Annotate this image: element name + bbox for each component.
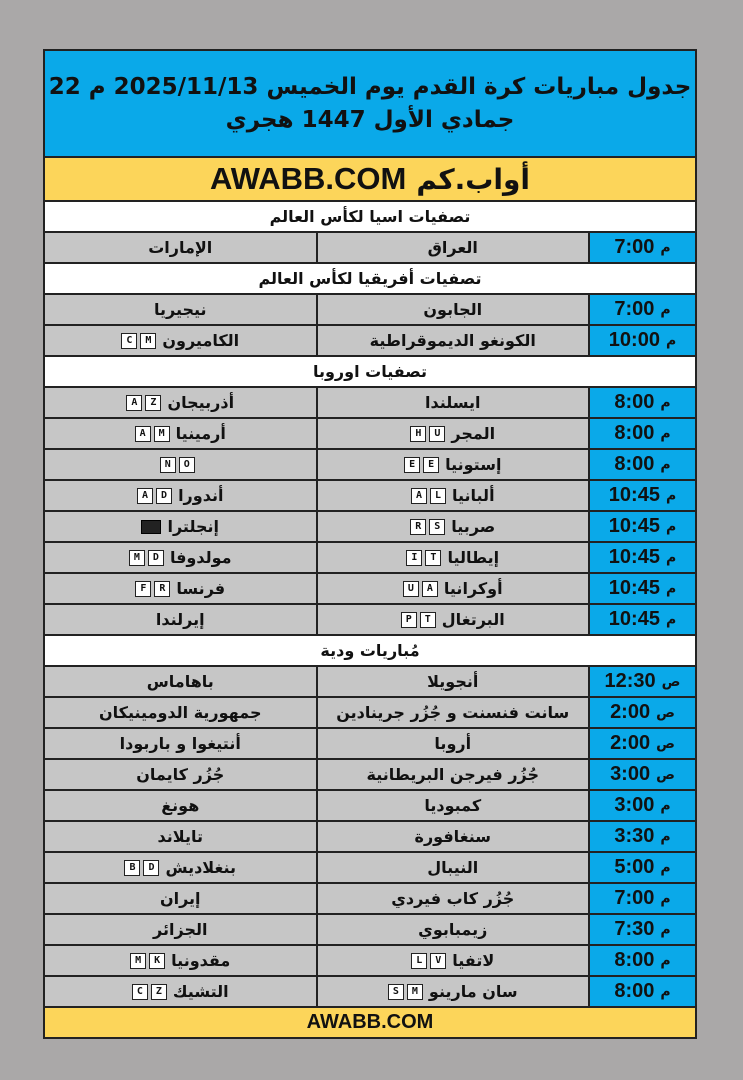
- flag-letter: H: [410, 426, 426, 442]
- flag-icon: [388, 984, 423, 1000]
- time-period: م: [660, 921, 671, 938]
- flag-icon: [137, 488, 172, 504]
- match-row: [45, 946, 695, 977]
- match-time: [588, 667, 695, 696]
- home-team: [316, 760, 589, 789]
- flag-icon: [410, 519, 445, 535]
- time-period: م: [660, 859, 671, 876]
- match-row: [45, 574, 695, 605]
- match-time: [588, 481, 695, 510]
- time-period: م: [665, 332, 677, 349]
- match-time: [588, 233, 695, 262]
- match-row: [45, 233, 695, 264]
- home-team: [316, 512, 589, 541]
- home-team: [316, 574, 589, 603]
- home-team-name: إيطاليا: [447, 548, 500, 567]
- home-team-name: سانت فنسنت و جُزُر جرينادين: [336, 703, 570, 722]
- header-hijri-date: جمادي الأول 1447 هجري: [225, 106, 515, 133]
- time-value: 10:45: [608, 546, 660, 568]
- flag-letter: A: [422, 581, 438, 597]
- home-team: [316, 481, 589, 510]
- flag-letter: E: [423, 457, 439, 473]
- schedule-sheet: [43, 49, 697, 1039]
- flag-icon: [401, 612, 436, 628]
- away-team: [45, 574, 316, 603]
- home-team-name: البرتغال: [441, 610, 505, 629]
- away-team-name: إيرلندا: [155, 610, 205, 629]
- schedule-header: [45, 51, 695, 158]
- flag-icon: [406, 550, 441, 566]
- flag-letter: E: [404, 457, 420, 473]
- flag-letter: A: [411, 488, 427, 504]
- time-period: م: [660, 425, 671, 442]
- match-row: [45, 419, 695, 450]
- home-team-name: النيبال: [427, 858, 479, 877]
- match-row: [45, 667, 695, 698]
- match-time: [588, 760, 695, 789]
- match-time: [588, 822, 695, 851]
- match-row: [45, 760, 695, 791]
- flag-icon: [135, 581, 170, 597]
- time-period: م: [660, 952, 671, 969]
- flag-letter: C: [132, 984, 148, 1000]
- flag-letter: N: [160, 457, 176, 473]
- site-banner: [45, 158, 695, 202]
- time-value: 7:00: [614, 887, 655, 909]
- home-team-name: أنجويلا: [427, 672, 479, 691]
- flag-letter: T: [420, 612, 436, 628]
- home-team: [316, 419, 589, 448]
- match-row: [45, 853, 695, 884]
- away-team: [45, 481, 316, 510]
- away-team: [45, 605, 316, 634]
- match-row: [45, 450, 695, 481]
- time-period: م: [660, 394, 671, 411]
- time-value: 8:00: [614, 453, 655, 475]
- time-value: 8:00: [614, 391, 655, 413]
- home-team: [316, 853, 589, 882]
- footer-site-url: AWABB.COM: [45, 1008, 695, 1037]
- away-team-name: جمهورية الدومينيكان: [99, 703, 262, 722]
- section-title: تصفيات أفريقيا لكأس العالم: [45, 264, 695, 295]
- flag-icon: [141, 520, 161, 534]
- home-team-name: الكونغو الديموقراطية: [369, 331, 536, 350]
- away-team: [45, 419, 316, 448]
- time-period: م: [665, 487, 677, 504]
- away-team: [45, 946, 316, 975]
- home-team-name: صربيا: [451, 517, 496, 536]
- match-time: [588, 915, 695, 944]
- flag-letter: M: [129, 550, 145, 566]
- home-team: [316, 326, 589, 355]
- banner-arabic-site: أواب.كم: [416, 162, 530, 196]
- match-time: [588, 419, 695, 448]
- match-time: [588, 946, 695, 975]
- banner-site-url: AWABB.COM: [210, 161, 407, 196]
- away-team-name: الجزائر: [153, 920, 208, 939]
- match-time: [588, 729, 695, 758]
- match-row: [45, 822, 695, 853]
- away-team-name: فرنسا: [176, 579, 226, 598]
- flag-icon: [410, 426, 445, 442]
- flag-letter: D: [156, 488, 172, 504]
- section-title: مُباريات ودية: [45, 636, 695, 667]
- home-team: [316, 605, 589, 634]
- section-title: تصفيات اوروبا: [45, 357, 695, 388]
- match-time: [588, 698, 695, 727]
- away-team-name: باهاماس: [146, 672, 214, 691]
- match-time: [588, 543, 695, 572]
- home-team: [316, 822, 589, 851]
- match-row: [45, 791, 695, 822]
- away-team-name: إيران: [159, 889, 201, 908]
- home-team: [316, 295, 589, 324]
- away-team-name: الكاميرون: [162, 331, 240, 350]
- time-period: م: [660, 828, 671, 845]
- flag-letter: Z: [151, 984, 167, 1000]
- time-value: 10:45: [608, 608, 660, 630]
- away-team-name: الإمارات: [148, 238, 213, 257]
- home-team-name: العراق: [427, 238, 478, 257]
- time-value: 7:00: [614, 236, 655, 258]
- flag-letter: A: [126, 395, 142, 411]
- flag-letter: Z: [145, 395, 161, 411]
- time-period: ص: [661, 673, 681, 690]
- away-team: [45, 233, 316, 262]
- flag-letter: B: [124, 860, 140, 876]
- time-value: 10:45: [608, 484, 660, 506]
- time-period: م: [665, 518, 677, 535]
- flag-icon: [404, 457, 439, 473]
- away-team: [45, 512, 316, 541]
- flag-letter: M: [407, 984, 423, 1000]
- home-team-name: زيمبابوي: [418, 920, 488, 939]
- flag-letter: F: [135, 581, 151, 597]
- flag-letter: R: [154, 581, 170, 597]
- away-team-name: هونغ: [161, 796, 200, 815]
- time-value: 10:45: [608, 577, 660, 599]
- away-team: [45, 791, 316, 820]
- flag-letter: M: [154, 426, 170, 442]
- flag-letter: V: [430, 953, 446, 969]
- flag-black-icon: [141, 520, 161, 534]
- time-value: 7:30: [614, 918, 655, 940]
- match-time: [588, 512, 695, 541]
- match-time: [588, 853, 695, 882]
- home-team: [316, 729, 589, 758]
- home-team-name: جُزُر فيرجن البريطانية: [366, 765, 540, 784]
- time-period: ص: [656, 735, 675, 752]
- home-team-name: إستونيا: [445, 455, 502, 474]
- flag-letter: S: [388, 984, 404, 1000]
- time-value: 3:30: [614, 825, 655, 847]
- home-team: [316, 388, 589, 417]
- flag-icon: [411, 953, 446, 969]
- flag-icon: [403, 581, 438, 597]
- time-value: 3:00: [614, 794, 655, 816]
- away-team: [45, 450, 316, 479]
- time-period: ص: [656, 766, 675, 783]
- away-team-name: جُزُر كايمان: [136, 765, 225, 784]
- flag-letter: A: [137, 488, 153, 504]
- home-team: [316, 977, 589, 1006]
- time-value: 8:00: [614, 949, 655, 971]
- away-team-name: أرمينيا: [175, 424, 226, 443]
- away-team-name: مقدونيا: [171, 951, 231, 970]
- flag-icon: [130, 953, 165, 969]
- away-team: [45, 915, 316, 944]
- home-team-name: المجر: [451, 424, 496, 443]
- section-title: تصفيات اسيا لكأس العالم: [45, 202, 695, 233]
- time-period: م: [660, 301, 671, 318]
- match-row: [45, 698, 695, 729]
- away-team: [45, 760, 316, 789]
- away-team-name: بنغلاديش: [165, 858, 237, 877]
- away-team-name: أندورا: [178, 486, 224, 505]
- home-team: [316, 667, 589, 696]
- home-team: [316, 946, 589, 975]
- match-row: [45, 388, 695, 419]
- away-team: [45, 543, 316, 572]
- home-team: [316, 450, 589, 479]
- away-team-name: أنتيغوا و باربودا: [119, 734, 241, 753]
- time-period: م: [665, 580, 677, 597]
- time-period: م: [660, 983, 671, 1000]
- home-team: [316, 233, 589, 262]
- away-team: [45, 729, 316, 758]
- away-team-name: تايلاند: [157, 827, 203, 846]
- home-team-name: سان مارينو: [428, 982, 518, 1001]
- away-team-name: إنجلترا: [167, 517, 220, 536]
- time-value: 8:00: [614, 980, 655, 1002]
- match-row: [45, 605, 695, 636]
- match-row: [45, 977, 695, 1008]
- flag-icon: [132, 984, 167, 1000]
- home-team-name: أروبا: [434, 734, 472, 753]
- header-title: جدول مباريات كرة القدم يوم الخميس 2025/11/13 م 22: [48, 73, 692, 100]
- home-team: [316, 698, 589, 727]
- home-team: [316, 915, 589, 944]
- home-team: [316, 884, 589, 913]
- away-team: [45, 822, 316, 851]
- time-period: م: [665, 549, 677, 566]
- match-row: [45, 326, 695, 357]
- flag-icon: [124, 860, 159, 876]
- flag-letter: P: [401, 612, 417, 628]
- flag-letter: R: [410, 519, 426, 535]
- home-team-name: كمبوديا: [424, 796, 482, 815]
- away-team: [45, 977, 316, 1006]
- home-team-name: الجابون: [423, 300, 483, 319]
- away-team: [45, 884, 316, 913]
- flag-letter: A: [135, 426, 151, 442]
- match-time: [588, 791, 695, 820]
- time-value: 2:00: [610, 701, 651, 723]
- away-team: [45, 295, 316, 324]
- time-period: ص: [656, 704, 675, 721]
- match-row: [45, 543, 695, 574]
- flag-letter: U: [403, 581, 419, 597]
- away-team-name: التشيك: [172, 982, 229, 1001]
- time-value: 2:00: [610, 732, 651, 754]
- home-team-name: لاتفيا: [452, 951, 495, 970]
- flag-letter: I: [406, 550, 422, 566]
- match-row: [45, 295, 695, 326]
- match-time: [588, 326, 695, 355]
- time-value: 12:30: [604, 670, 656, 692]
- away-team: [45, 698, 316, 727]
- flag-icon: [160, 457, 195, 473]
- home-team: [316, 791, 589, 820]
- match-row: [45, 512, 695, 543]
- match-time: [588, 977, 695, 1006]
- match-time: [588, 574, 695, 603]
- time-period: م: [665, 611, 677, 628]
- time-value: 7:00: [614, 298, 655, 320]
- time-period: م: [660, 456, 671, 473]
- flag-icon: [126, 395, 161, 411]
- flag-icon: [411, 488, 446, 504]
- time-value: 5:00: [614, 856, 655, 878]
- match-row: [45, 884, 695, 915]
- flag-icon: [129, 550, 164, 566]
- flag-letter: O: [179, 457, 195, 473]
- flag-letter: D: [143, 860, 159, 876]
- match-sections: [45, 202, 695, 1008]
- flag-letter: T: [425, 550, 441, 566]
- time-value: 10:45: [608, 515, 660, 537]
- time-value: 10:00: [608, 329, 660, 351]
- match-time: [588, 388, 695, 417]
- match-time: [588, 450, 695, 479]
- away-team-name: أذربيجان: [167, 393, 235, 412]
- away-team-name: مولدوفا: [169, 548, 232, 567]
- time-period: م: [660, 890, 671, 907]
- match-row: [45, 481, 695, 512]
- flag-letter: L: [411, 953, 427, 969]
- away-team-name: نيجيريا: [153, 300, 207, 319]
- home-team-name: ألبانيا: [451, 486, 495, 505]
- away-team: [45, 326, 316, 355]
- home-team: [316, 543, 589, 572]
- home-team-name: أوكرانيا: [443, 579, 503, 598]
- away-team: [45, 388, 316, 417]
- time-period: م: [660, 797, 671, 814]
- match-time: [588, 884, 695, 913]
- flag-letter: C: [121, 333, 137, 349]
- flag-letter: M: [130, 953, 146, 969]
- flag-letter: M: [140, 333, 156, 349]
- home-team-name: سنغافورة: [414, 827, 491, 846]
- home-team-name: ايسلندا: [424, 393, 481, 412]
- flag-letter: S: [429, 519, 445, 535]
- flag-letter: K: [149, 953, 165, 969]
- flag-letter: U: [429, 426, 445, 442]
- flag-icon: [121, 333, 156, 349]
- match-time: [588, 295, 695, 324]
- flag-letter: L: [430, 488, 446, 504]
- flag-letter: D: [148, 550, 164, 566]
- match-row: [45, 729, 695, 760]
- home-team-name: جُزُر كاب فيردي: [391, 889, 515, 908]
- away-team: [45, 667, 316, 696]
- time-period: م: [660, 239, 671, 256]
- flag-icon: [135, 426, 170, 442]
- match-time: [588, 605, 695, 634]
- time-value: 3:00: [610, 763, 651, 785]
- match-row: [45, 915, 695, 946]
- time-value: 8:00: [614, 422, 655, 444]
- away-team: [45, 853, 316, 882]
